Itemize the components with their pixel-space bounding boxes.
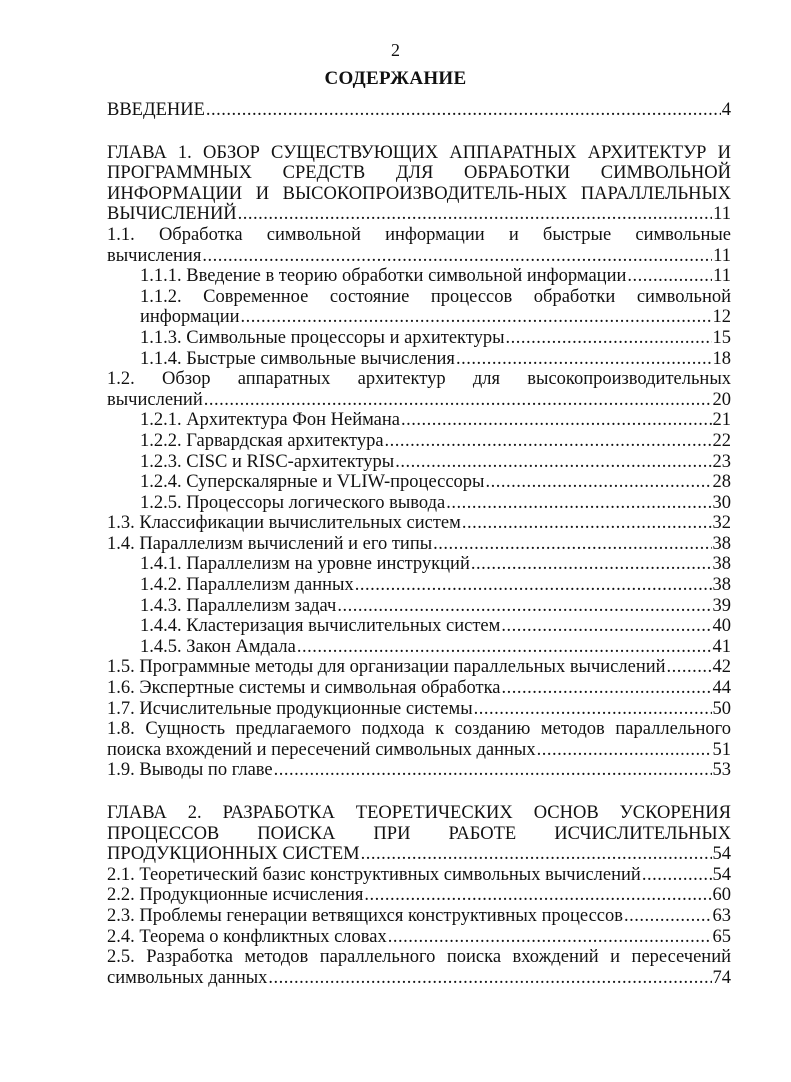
- dot-leader: [501, 616, 711, 637]
- toc-entry-line: [140, 637, 731, 658]
- toc-entry-line: [107, 100, 731, 121]
- toc-entry[interactable]: [107, 678, 731, 699]
- toc-entry-text: поиска вхождений и пересечений символьных данных: [107, 739, 536, 760]
- toc-entry[interactable]: [107, 657, 731, 678]
- toc-entry[interactable]: [140, 266, 731, 287]
- toc-entry[interactable]: [140, 554, 731, 575]
- toc-entry[interactable]: [140, 575, 731, 596]
- toc-entry-text: 1.1.2. Современное состояние процессов обработки символьной: [140, 286, 731, 307]
- toc-entry[interactable]: [107, 225, 731, 266]
- dot-leader: [456, 349, 712, 370]
- toc-entry-text: 1.6. Экспертные системы и символьная обработка: [107, 678, 501, 699]
- toc-entry-text: ПРОГРАММНЫХ СРЕДСТВ ДЛЯ ОБРАБОТКИ СИМВОЛЬНОЙ: [107, 163, 731, 184]
- dot-leader: [204, 390, 712, 411]
- toc-entry-line: [140, 307, 731, 328]
- toc-entry-text: 1.5. Программные методы для организации параллельных вычислений: [107, 657, 666, 678]
- table-of-contents: [107, 100, 731, 988]
- toc-entry-text: 2.4. Теорема о конфликтных словах: [107, 926, 387, 947]
- dot-leader: [537, 740, 712, 761]
- toc-entry-line: [107, 534, 731, 555]
- toc-entry[interactable]: [140, 616, 731, 637]
- dot-leader: [462, 513, 712, 534]
- toc-entry-line: [107, 204, 731, 225]
- toc-entry-line: [140, 431, 731, 452]
- toc-entry-line: [107, 513, 731, 534]
- dot-leader: [337, 596, 711, 617]
- dot-leader: [624, 906, 711, 927]
- toc-entry-text: 1.1.4. Быстрые символьные вычисления: [140, 348, 455, 369]
- toc-page-number: 23: [712, 451, 731, 472]
- toc-entry-text: ПРОДУКЦИОННЫХ СИСТЕМ: [107, 844, 360, 865]
- dot-leader: [355, 575, 712, 596]
- toc-entry[interactable]: [140, 431, 731, 452]
- toc-entry[interactable]: [107, 719, 731, 760]
- toc-entry-line: [107, 699, 731, 720]
- toc-entry[interactable]: [107, 369, 731, 410]
- toc-page-number: 40: [712, 616, 731, 637]
- toc-entry-line: [107, 906, 731, 927]
- toc-entry-line: [140, 266, 731, 287]
- toc-entry-text: ПРОЦЕССОВ ПОИСКА ПРИ РАБОТЕ ИСЧИСЛИТЕЛЬНЫХ: [107, 823, 731, 844]
- toc-entry[interactable]: [107, 906, 731, 927]
- toc-entry-line: [140, 328, 731, 349]
- toc-entry-line: [140, 554, 731, 575]
- toc-entry[interactable]: [140, 596, 731, 617]
- toc-page-number: 44: [712, 678, 731, 699]
- toc-entry[interactable]: [140, 493, 731, 514]
- dot-leader: [274, 760, 712, 781]
- toc-entry[interactable]: [107, 100, 731, 121]
- dot-leader: [388, 927, 712, 948]
- toc-entry[interactable]: [107, 865, 731, 886]
- toc-page-number: 11: [713, 245, 731, 266]
- toc-page-number: 11: [713, 204, 731, 225]
- toc-entry[interactable]: [107, 699, 731, 720]
- toc-entry-text: 1.2.1. Архитектура Фон Неймана: [140, 410, 400, 431]
- toc-entry-text: 1.1.1. Введение в теорию обработки символьной информации: [140, 266, 627, 287]
- toc-page-number: 53: [712, 760, 731, 781]
- toc-entry-line: [107, 968, 731, 989]
- dot-leader: [446, 493, 711, 514]
- toc-entry-text: ГЛАВА 2. РАЗРАБОТКА ТЕОРЕТИЧЕСКИХ ОСНОВ УСКОРЕНИЯ: [107, 803, 731, 823]
- toc-entry-line: [107, 657, 731, 678]
- toc-entry-text: 1.2.5. Процессоры логического вывода: [140, 492, 446, 513]
- toc-entry-line: [140, 616, 731, 637]
- toc-page-number: 50: [712, 698, 731, 719]
- toc-entry-text: 1.4. Параллелизм вычислений и его типы: [107, 533, 433, 554]
- toc-title: СОДЕРЖАНИЕ: [324, 68, 467, 89]
- dot-leader: [385, 431, 712, 452]
- toc-page-number: 41: [712, 636, 731, 657]
- toc-entry-line: [140, 575, 731, 596]
- toc-entry[interactable]: [140, 452, 731, 473]
- toc-entry[interactable]: [140, 349, 731, 370]
- toc-entry-text: 1.4.2. Параллелизм данных: [140, 575, 354, 596]
- dot-leader: [642, 865, 712, 886]
- toc-entry-line: [107, 927, 731, 948]
- toc-entry[interactable]: [107, 885, 731, 906]
- toc-page-number: 54: [712, 864, 731, 885]
- toc-page-number: 74: [712, 967, 731, 988]
- toc-page-number: 15: [712, 327, 731, 348]
- toc-entry-line: [107, 390, 731, 411]
- toc-entry-line: [107, 865, 731, 886]
- toc-entry-text: 2.2. Продукционные исчисления: [107, 885, 364, 906]
- toc-entry-text: ИНФОРМАЦИИ И ВЫСОКОПРОИЗВОДИТЕЛЬ-НЫХ ПАРАЛЛЕЛЬНЫХ: [107, 183, 731, 204]
- toc-entry-text: 1.2.2. Гарвардская архитектура: [140, 430, 384, 451]
- toc-entry-text: 1.2.3. CISC и RISC-архитектуры: [140, 451, 395, 472]
- toc-entry-text: символьных данных: [107, 967, 268, 988]
- toc-page-number: 38: [712, 554, 731, 575]
- toc-page-number: 12: [712, 307, 731, 328]
- toc-entry-line: [107, 678, 731, 699]
- toc-entry-text: 1.1. Обработка символьной информации и быстрые символьные: [107, 224, 731, 245]
- toc-entry-text: 1.9. Выводы по главе: [107, 760, 273, 781]
- toc-entry-line: [140, 349, 731, 370]
- toc-page-number: 20: [712, 389, 731, 410]
- dot-leader: [297, 637, 712, 658]
- page-number: 2: [391, 40, 400, 60]
- toc-page-number: 28: [712, 472, 731, 493]
- dot-leader: [364, 885, 711, 906]
- dot-leader: [395, 452, 711, 473]
- toc-entry-text: вычисления: [107, 245, 202, 266]
- dot-leader: [401, 410, 712, 431]
- toc-page-number: 18: [712, 348, 731, 369]
- toc-page-number: 21: [712, 410, 731, 431]
- toc-page-number: 11: [713, 266, 731, 287]
- toc-entry-line: [140, 452, 731, 473]
- toc-entry[interactable]: [140, 287, 731, 328]
- toc-entry-line: [107, 246, 731, 267]
- toc-entry[interactable]: [107, 927, 731, 948]
- toc-page-number: 65: [712, 926, 731, 947]
- dot-leader: [206, 100, 721, 121]
- toc-chapter-entry[interactable]: [107, 803, 731, 865]
- dot-leader: [202, 246, 712, 267]
- toc-entry-line: [107, 740, 731, 761]
- toc-entry-line: [107, 760, 731, 781]
- toc-entry-text: 1.8. Сущность предлагаемого подхода к созданию методов параллельного: [107, 719, 731, 740]
- toc-entry[interactable]: [140, 637, 731, 658]
- toc-entry[interactable]: [107, 947, 731, 988]
- toc-entry-line: [140, 472, 731, 493]
- dot-leader: [485, 472, 711, 493]
- toc-entry-text: информации: [140, 307, 240, 328]
- toc-entry-text: 2.3. Проблемы генерации ветвящихся конструктивных процессов: [107, 905, 624, 926]
- toc-page-number: 38: [712, 575, 731, 596]
- toc-entry-text: ВВЕДЕНИЕ: [107, 100, 205, 120]
- toc-page-number: 60: [712, 885, 731, 906]
- toc-entry-line: [140, 410, 731, 431]
- dot-leader: [667, 657, 712, 678]
- dot-leader: [474, 699, 712, 720]
- dot-leader: [506, 328, 712, 349]
- toc-entry-text: 1.1.3. Символьные процессоры и архитектуры: [140, 327, 505, 348]
- toc-entry-text: вычислений: [107, 389, 203, 410]
- toc-page-number: 32: [712, 513, 731, 534]
- toc-page-number: 42: [712, 657, 731, 678]
- toc-entry-text: 1.4.3. Параллелизм задач: [140, 595, 337, 616]
- toc-entry[interactable]: [140, 472, 731, 493]
- toc-entry-line: [107, 885, 731, 906]
- toc-entry[interactable]: [107, 760, 731, 781]
- toc-page-number: 22: [712, 430, 731, 451]
- dot-leader: [433, 534, 711, 555]
- toc-page-number: 54: [712, 844, 731, 865]
- toc-entry[interactable]: [107, 513, 731, 534]
- toc-entry[interactable]: [107, 534, 731, 555]
- toc-page-number: 38: [712, 533, 731, 554]
- toc-entry-text: ГЛАВА 1. ОБЗОР СУЩЕСТВУЮЩИХ АППАРАТНЫХ АРХИТЕКТУР И: [107, 142, 731, 163]
- toc-entry-line: [140, 493, 731, 514]
- dot-leader: [471, 554, 712, 575]
- toc-entry-line: [140, 596, 731, 617]
- dot-leader: [238, 204, 713, 225]
- toc-entry-text: 1.4.4. Кластеризация вычислительных систем: [140, 616, 501, 637]
- toc-page-number: 30: [712, 492, 731, 513]
- dot-leader: [627, 266, 712, 287]
- dot-leader: [502, 678, 712, 699]
- toc-page-number: 39: [712, 595, 731, 616]
- toc-entry-text: 1.4.1. Параллелизм на уровне инструкций: [140, 554, 470, 575]
- toc-chapter-entry[interactable]: [107, 143, 731, 225]
- toc-entry[interactable]: [140, 410, 731, 431]
- dot-leader: [361, 844, 712, 865]
- toc-page-number: 4: [721, 100, 731, 120]
- toc-entry-text: 1.3. Классификации вычислительных систем: [107, 513, 461, 534]
- dot-leader: [268, 968, 711, 989]
- toc-entry[interactable]: [140, 328, 731, 349]
- toc-entry-text: 2.5. Разработка методов параллельного поиска вхождений и пересечений: [107, 947, 731, 968]
- toc-entry-text: 1.2. Обзор аппаратных архитектур для высокопроизводительных: [107, 369, 731, 390]
- toc-page-number: 51: [712, 739, 731, 760]
- toc-entry-text: 2.1. Теоретический базис конструктивных символьных вычислений: [107, 864, 641, 885]
- dot-leader: [241, 307, 712, 328]
- toc-page-number: 63: [712, 905, 731, 926]
- toc-entry-text: ВЫЧИСЛЕНИЙ: [107, 204, 237, 225]
- toc-entry-text: 1.4.5. Закон Амдала: [140, 636, 296, 657]
- toc-entry-line: [107, 844, 731, 865]
- toc-entry-text: 1.2.4. Суперскалярные и VLIW-процессоры: [140, 472, 485, 493]
- toc-entry-text: 1.7. Исчислительные продукционные системы: [107, 698, 473, 719]
